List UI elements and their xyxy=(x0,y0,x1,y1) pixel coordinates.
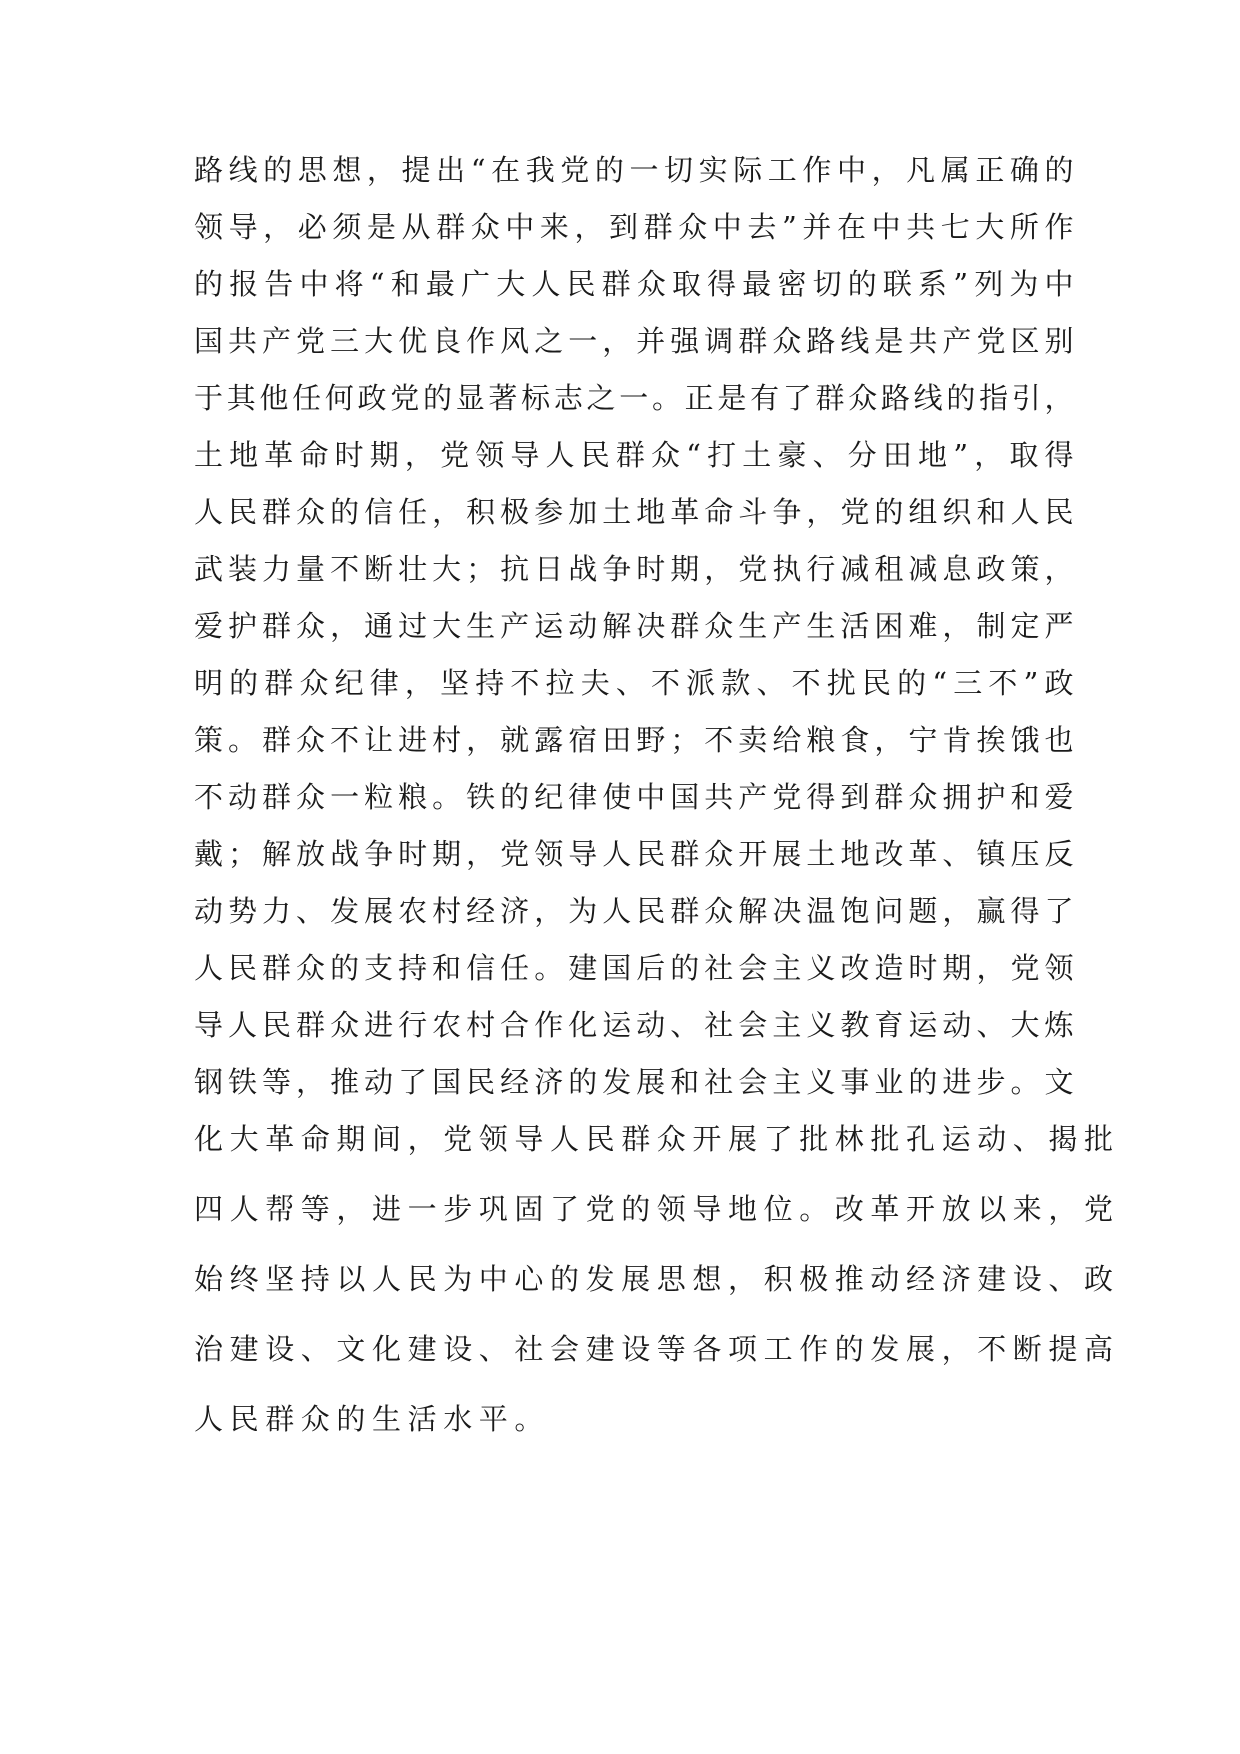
text-line: 四人帮等，进一步巩固了党的领导地位。改革开放以来，党 xyxy=(194,1192,1120,1226)
text-line: 土地革命时期，党领导人民群众“打土豪、分田地”，取得 xyxy=(194,438,1074,472)
text-line: 明的群众纪律，坚持不拉夫、不派款、不扰民的“三不”政 xyxy=(194,666,1074,700)
text-line: 不动群众一粒粮。铁的纪律使中国共产党得到群众拥护和爱 xyxy=(194,780,1074,814)
text-line: 治建设、文化建设、社会建设等各项工作的发展，不断提高 xyxy=(194,1332,1120,1366)
text-line: 策。群众不让进村，就露宿田野；不卖给粮食，宁肯挨饿也 xyxy=(194,723,1074,757)
text-line: 人民群众的生活水平。 xyxy=(194,1402,551,1436)
text-line: 化大革命期间，党领导人民群众开展了批林批孔运动、揭批 xyxy=(194,1122,1120,1156)
text-line: 人民群众的信任，积极参加土地革命斗争，党的组织和人民 xyxy=(194,495,1074,529)
text-line: 人民群众的支持和信任。建国后的社会主义改造时期，党领 xyxy=(194,951,1074,985)
text-line: 始终坚持以人民为中心的发展思想，积极推动经济建设、政 xyxy=(194,1262,1120,1296)
text-line: 于其他任何政党的显著标志之一。正是有了群众路线的指引， xyxy=(194,381,1074,415)
text-line: 导人民群众进行农村合作化运动、社会主义教育运动、大炼 xyxy=(194,1008,1074,1042)
text-line: 领导，必须是从群众中来，到群众中去”并在中共七大所作 xyxy=(194,210,1074,244)
text-line: 路线的思想，提出“在我党的一切实际工作中，凡属正确的 xyxy=(194,153,1074,187)
text-line: 戴；解放战争时期，党领导人民群众开展土地改革、镇压反 xyxy=(194,837,1074,871)
text-line: 武装力量不断壮大；抗日战争时期，党执行减租减息政策， xyxy=(194,552,1074,586)
text-line: 的报告中将“和最广大人民群众取得最密切的联系”列为中 xyxy=(194,267,1074,301)
text-line: 国共产党三大优良作风之一，并强调群众路线是共产党区别 xyxy=(194,324,1074,358)
text-line: 爱护群众，通过大生产运动解决群众生产生活困难，制定严 xyxy=(194,609,1074,643)
text-line: 动势力、发展农村经济，为人民群众解决温饱问题，赢得了 xyxy=(194,894,1074,928)
text-line: 钢铁等，推动了国民经济的发展和社会主义事业的进步。文 xyxy=(194,1065,1074,1099)
